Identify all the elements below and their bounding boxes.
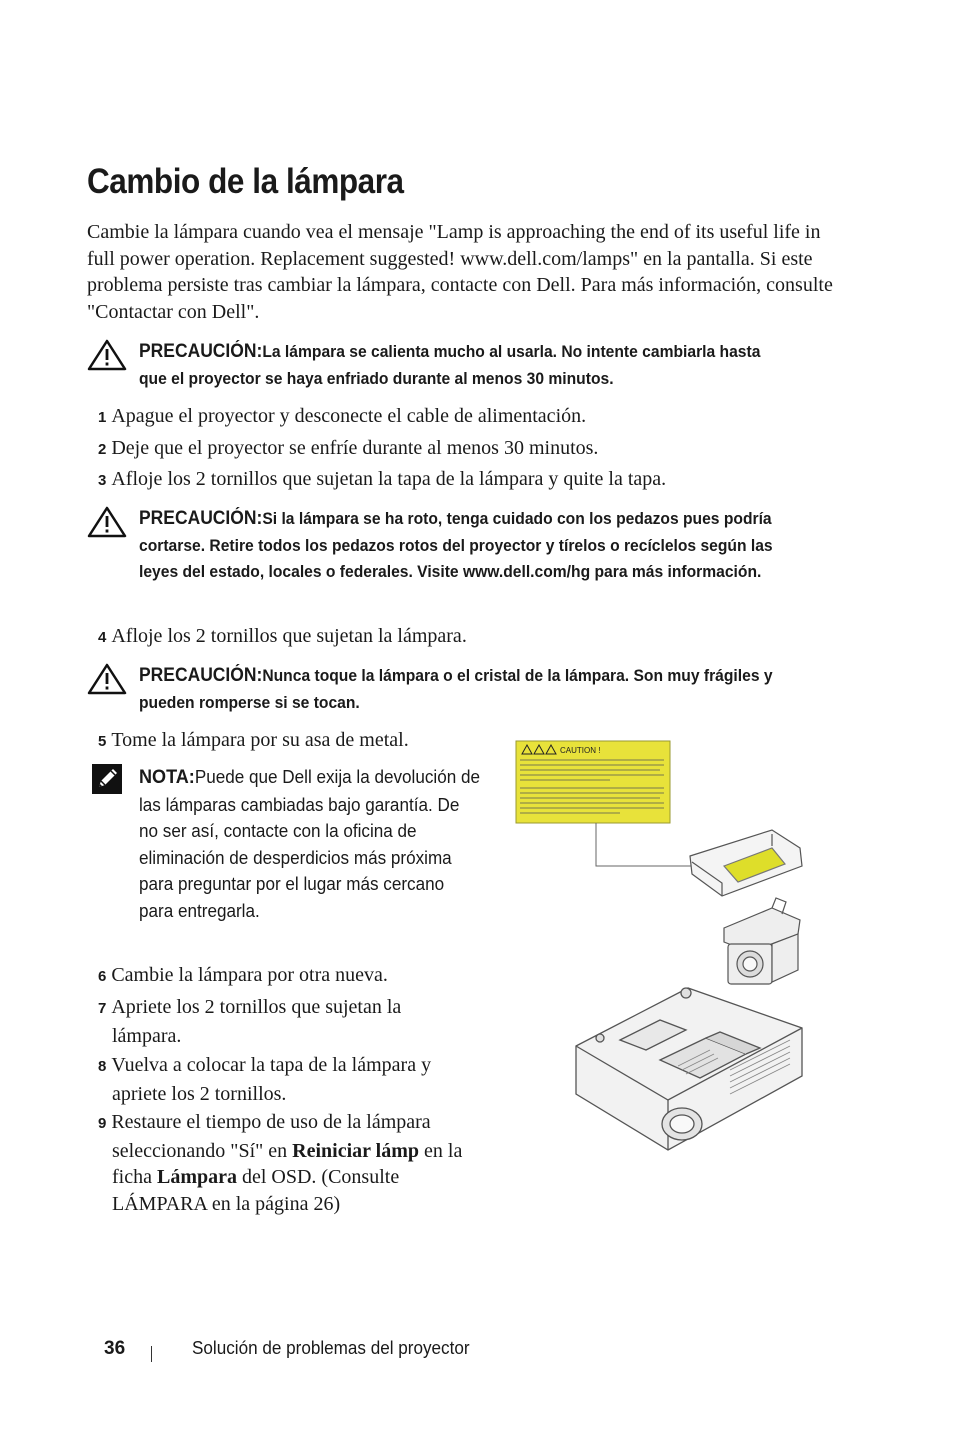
step-number: 4 <box>98 629 107 646</box>
warning-triangle-icon <box>87 339 127 371</box>
osd-tab-lamp: Lámpara <box>156 1166 237 1188</box>
step-text: Apague el proyector y desconecte el cable de alimentación. <box>111 405 587 427</box>
caution-label: PRECAUCIÓN: <box>139 508 263 529</box>
warning-triangle-icon <box>87 506 127 538</box>
step-text: Tome la lámpara por su asa de metal. <box>111 729 409 751</box>
caution-label-sticker <box>516 741 670 823</box>
footer-divider <box>151 1346 152 1362</box>
list-item-step-4 <box>98 623 467 652</box>
osd-option-reset-lamp: Reiniciar lámp <box>292 1139 420 1162</box>
page-title: Cambio de la lámpara <box>87 162 404 201</box>
step-number: 2 <box>98 441 107 458</box>
caution-label: PRECAUCIÓN: <box>139 341 263 362</box>
warning-triangle-icon <box>87 663 127 695</box>
list-item-step-7 <box>98 994 452 1049</box>
step-text: Afloje los 2 tornillos que sujetan la lámpara. <box>111 625 467 647</box>
lamp-cover <box>690 830 802 896</box>
list-item-step-5 <box>98 727 409 756</box>
lamp-module <box>724 898 800 984</box>
projector-body <box>576 988 802 1150</box>
page-number: 36 <box>104 1338 126 1359</box>
list-item-step-1 <box>98 403 586 432</box>
step-text: Vuelva a colocar la tapa de la lámpara y apriete los 2 tornillos. <box>111 1054 432 1105</box>
list-item-step-9: 9 Restaure el tiempo de uso de la lámpara seleccionando "Sí" en Reiniciar lámp en la ficha Lámpara del OSD. (Consulte LÁMPARA en la página 26) <box>98 1111 463 1215</box>
step-number: 5 <box>98 733 107 750</box>
caution-text: Si la lámpara se ha roto, tenga cuidado con los pedazos pues podría cortarse. Retire todos los pedazos rotos del proyector y tírelos o recíclelos según las leyes del estado, locales o federales. Visite www.dell.com/hg para más información. <box>139 509 773 581</box>
step-number: 9 <box>98 1115 107 1132</box>
step-number: 3 <box>98 472 107 489</box>
step-number: 7 <box>98 1000 107 1017</box>
caution-text: La lámpara se calienta mucho al usarla. No intente cambiarla hasta que el proyector se haya enfriado durante al menos 30 minutos. <box>139 342 761 388</box>
intro-paragraph: Cambie la lámpara cuando vea el mensaje "Lamp is approaching the end of its useful life in full power operation. Replacement suggested! www.dell.com/lamps" en la pantalla. Si este problema persiste tras cambiar la lámpara, contacte con Dell. Para más información, consulte "Contactar con Dell". <box>87 221 833 323</box>
step-number: 1 <box>98 409 107 426</box>
step-text: Cambie la lámpara por otra nueva. <box>111 964 388 986</box>
footer-section-title: Solución de problemas del proyector <box>192 1338 470 1358</box>
list-item-step-8 <box>98 1052 474 1107</box>
note-pencil-icon <box>92 764 122 794</box>
step-text: Deje que el proyector se enfríe durante al menos 30 minutos. <box>111 437 599 459</box>
step-text: Apriete los 2 tornillos que sujetan la lámpara. <box>111 996 402 1047</box>
step-number: 8 <box>98 1058 107 1075</box>
note-text: Puede que Dell exija la devolución de las lámparas cambiadas bajo garantía. De no ser así, contacte con la oficina de eliminación de desperdicios más próxima para preguntar por el lugar más cercano para entregarla. <box>139 767 481 921</box>
caution-sticker-title: CAUTION ! <box>560 746 601 755</box>
list-item-step-6 <box>98 962 388 991</box>
caution-label: PRECAUCIÓN: <box>139 665 263 686</box>
step-number: 6 <box>98 968 107 985</box>
lamp-replacement-illustration <box>510 738 820 1168</box>
list-item-step-2 <box>98 435 598 464</box>
note-label: NOTA: <box>139 767 195 788</box>
step-text: Afloje los 2 tornillos que sujetan la tapa de la lámpara y quite la tapa. <box>111 468 667 490</box>
caution-text: Nunca toque la lámpara o el cristal de la lámpara. Son muy frágiles y pueden romperse si se tocan. <box>139 666 773 712</box>
list-item-step-3 <box>98 466 666 495</box>
